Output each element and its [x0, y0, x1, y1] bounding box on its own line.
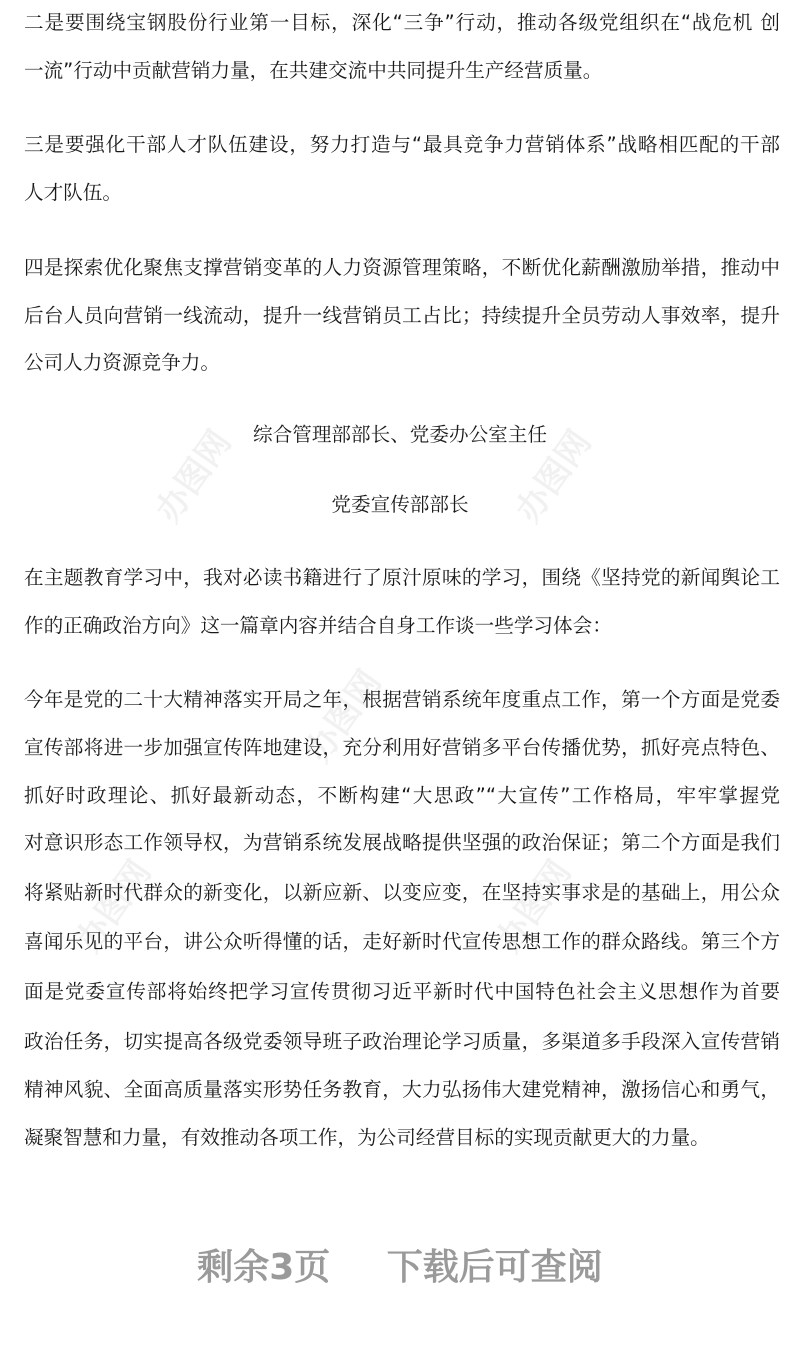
heading-role-1: 综合管理部部长、党委办公室主任	[253, 423, 547, 446]
paragraph-line: 将紧贴新时代群众的新变化，以新应新、以变应变，在坚持实事求是的基础上，用公众	[24, 881, 780, 904]
watermark: 办图网	[488, 853, 580, 960]
paragraph-line: 在主题教育学习中，我对必读书籍进行了原汁原味的学习，围绕《坚持党的新闻舆论工	[24, 566, 780, 589]
paragraph-line: 精神风貌、全面高质量落实形势任务教育，大力弘扬伟大建党精神，激扬信心和勇气，	[24, 1078, 780, 1101]
paragraph-line: 二是要围绕宝钢股份行业第一目标，深化“三争”行动，推动各级党组织在“战危机 创	[24, 11, 780, 34]
download-to-view-label: 下载后可查阅	[386, 1247, 603, 1288]
download-prompt[interactable]	[0, 1244, 800, 1292]
paragraph-line: 后台人员向营销一线流动，提升一线营销员工占比；持续提升全员劳动人事效率，提升	[24, 304, 780, 327]
paragraph-line: 三是要强化干部人才队伍建设，努力打造与“最具竞争力营销体系”战略相匹配的干部	[24, 133, 780, 156]
paragraph-line: 人才队伍。	[24, 181, 122, 204]
paragraph-line: 一流”行动中贡献营销力量，在共建交流中共同提升生产经营质量。	[24, 59, 603, 82]
heading-role-2: 党委宣传部部长	[331, 493, 469, 516]
paragraph-line: 政治任务，切实提高各级党委领导班子政治理论学习质量，多渠道多手段深入宣传营销	[24, 1030, 780, 1053]
remaining-pages-label: 剩余3页	[197, 1247, 331, 1288]
paragraph-line: 对意识形态工作领导权，为营销系统发展战略提供坚强的政治保证；第二个方面是我们	[24, 831, 780, 854]
paragraph-line: 宣传部将进一步加强宣传阵地建设，充分利用好营销多平台传播优势，抓好亮点特色、	[24, 736, 780, 759]
paragraph-line: 喜闻乐见的平台，讲公众听得懂的话，走好新时代宣传思想工作的群众路线。第三个方	[24, 930, 780, 953]
paragraph-line: 今年是党的二十大精神落实开局之年，根据营销系统年度重点工作，第一个方面是党委	[24, 688, 780, 711]
paragraph-line: 凝聚智慧和力量，有效推动各项工作，为公司经营目标的实现贡献更大的力量。	[24, 1126, 710, 1149]
paragraph-line: 四是探索优化聚焦支撑营销变革的人力资源管理策略，不断优化薪酬激励举措，推动中	[24, 256, 780, 279]
paragraph-line: 公司人力资源竞争力。	[24, 351, 220, 374]
watermark: 办图网	[148, 423, 240, 530]
paragraph-line: 抓好时政理论、抓好最新动态，不断构建“大思政”“大宣传”工作格局，牢牢掌握党	[24, 784, 780, 807]
watermark: 办图网	[508, 423, 600, 530]
watermark: 办图网	[68, 853, 160, 960]
watermark: 办图网	[298, 663, 390, 770]
paragraph-line: 面是党委宣传部将始终把学习宣传贯彻习近平新时代中国特色社会主义思想作为首要	[24, 980, 780, 1003]
paragraph-line: 作的正确政治方向》这一篇章内容并结合自身工作谈一些学习体会：	[24, 614, 612, 637]
